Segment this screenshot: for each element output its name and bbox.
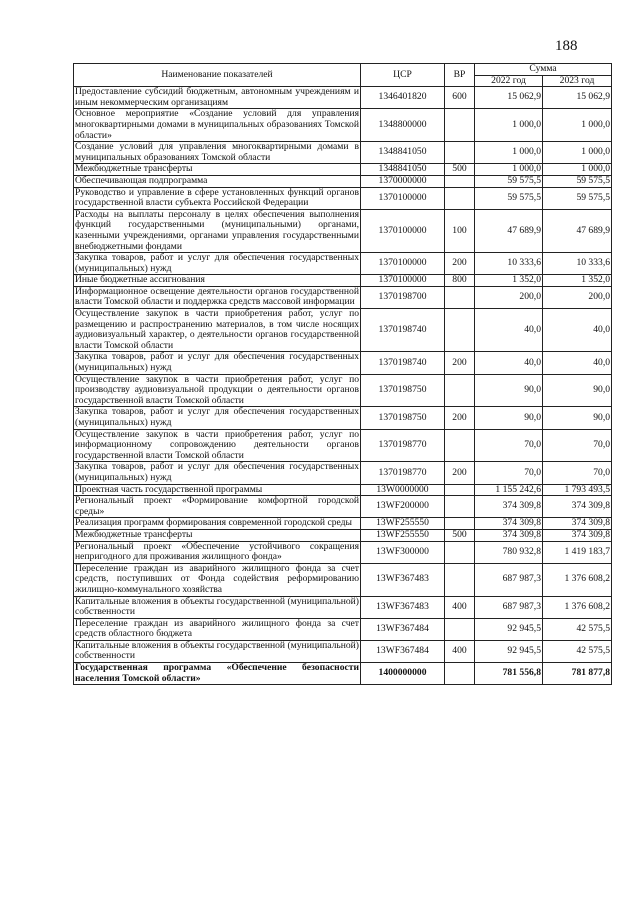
row-sum-2023-cell: 59 575,5	[543, 175, 612, 187]
row-csr-cell: 1370198740	[361, 309, 445, 352]
row-csr-cell: 1370198740	[361, 352, 445, 374]
row-name-cell: Проектная часть государственной программы	[74, 484, 361, 496]
row-csr-cell: 1370198700	[361, 286, 445, 308]
row-vr-cell	[445, 484, 475, 496]
row-csr-cell: 13WF367483	[361, 596, 445, 618]
row-name-cell: Межбюджетные трансферты	[74, 529, 361, 541]
row-csr-cell: 1370100000	[361, 275, 445, 287]
table-row	[74, 175, 612, 187]
row-csr-cell: 13WF367484	[361, 618, 445, 640]
table-row	[74, 164, 612, 176]
table-row	[74, 663, 612, 685]
row-sum-2023-cell: 10 333,6	[543, 253, 612, 275]
row-name-cell: Основное мероприятие «Создание условий для управления многоквартирными домами в муниципальных образованиях Томской области»	[75, 108, 359, 141]
row-sum-2023-cell: 200,0	[543, 286, 612, 308]
row-sum-2023-cell: 40,0	[543, 309, 612, 352]
row-sum-2022-cell: 687 987,3	[475, 596, 543, 618]
table-row	[74, 484, 612, 496]
row-sum-2022-cell: 687 987,3	[475, 563, 543, 596]
row-sum-2022-cell: 92 945,5	[475, 640, 543, 662]
table-row	[74, 563, 612, 596]
header-vr: ВР	[445, 64, 475, 87]
row-sum-2023-cell: 90,0	[543, 374, 612, 407]
table-body	[74, 87, 612, 685]
row-name-cell: Осуществление закупок в части приобретения работ, услуг по размещению и распространению материалов, в том числе носящих аудиовизуальный характер, о деятельности органов государственной власти Томской области	[75, 308, 359, 351]
row-vr-cell: 400	[445, 596, 475, 618]
row-name-cell: Осуществление закупок в части приобретения работ, услуг по информационному сопровождению деятельности органов государственной власти Томской области	[75, 428, 359, 461]
row-sum-2022-cell: 1 352,0	[475, 275, 543, 287]
row-csr-cell: 1370000000	[361, 175, 445, 187]
table-row	[74, 87, 612, 109]
table-row	[74, 407, 612, 429]
row-vr-cell	[445, 663, 475, 685]
row-sum-2022-cell: 40,0	[475, 309, 543, 352]
table-header	[74, 64, 612, 87]
row-sum-2022-cell: 70,0	[475, 429, 543, 462]
row-csr-cell: 13W0000000	[361, 484, 445, 496]
row-csr-cell: 1370100000	[361, 187, 445, 209]
row-vr-cell: 500	[445, 529, 475, 541]
row-sum-2023-cell: 90,0	[543, 407, 612, 429]
row-vr-cell	[445, 429, 475, 462]
row-vr-cell: 600	[445, 87, 475, 109]
row-sum-2023-cell: 374 309,8	[543, 518, 612, 530]
row-sum-2023-cell: 781 877,8	[543, 663, 612, 685]
row-sum-2022-cell: 374 309,8	[475, 518, 543, 530]
row-sum-2022-cell: 1 000,0	[475, 142, 543, 164]
row-sum-2022-cell: 59 575,5	[475, 187, 543, 209]
row-csr-cell: 1348800000	[361, 109, 445, 142]
row-sum-2023-cell: 374 309,8	[543, 529, 612, 541]
row-sum-2023-cell: 47 689,9	[543, 209, 612, 252]
row-name-cell: Осуществление закупок в части приобретения работ, услуг по производству аудиовизуальной продукции о деятельности органов государственной власти Томской области	[75, 373, 359, 406]
row-vr-cell	[445, 541, 475, 563]
row-name-cell: Закупка товаров, работ и услуг для обеспечения государственных (муниципальных) нужд	[75, 351, 359, 374]
table-row	[74, 275, 612, 287]
row-sum-2023-cell: 42 575,5	[543, 618, 612, 640]
row-sum-2023-cell: 70,0	[543, 462, 612, 484]
row-sum-2023-cell: 15 062,9	[543, 87, 612, 109]
row-sum-2022-cell: 1 155 242,6	[475, 484, 543, 496]
row-csr-cell: 1400000000	[361, 663, 445, 685]
header-name: Наименование показателей	[74, 64, 361, 87]
row-vr-cell: 800	[445, 275, 475, 287]
table-row	[74, 496, 612, 518]
row-sum-2022-cell: 47 689,9	[475, 209, 543, 252]
header-sum: Сумма	[475, 64, 612, 76]
row-vr-cell: 200	[445, 352, 475, 374]
row-name-cell: Капитальные вложения в объекты государственной (муниципальной) собственности	[75, 595, 359, 618]
row-vr-cell	[445, 175, 475, 187]
row-sum-2023-cell: 59 575,5	[543, 187, 612, 209]
row-csr-cell: 13WF255550	[361, 518, 445, 530]
row-csr-cell: 1370198770	[361, 429, 445, 462]
row-csr-cell: 13WF255550	[361, 529, 445, 541]
row-csr-cell: 13WF300000	[361, 541, 445, 563]
row-sum-2022-cell: 374 309,8	[475, 529, 543, 541]
row-sum-2023-cell: 1 376 608,2	[543, 563, 612, 596]
row-sum-2023-cell: 1 000,0	[543, 164, 612, 176]
table-row	[74, 286, 612, 308]
row-sum-2023-cell: 1 793 493,5	[543, 484, 612, 496]
row-vr-cell	[445, 618, 475, 640]
row-sum-2023-cell: 374 309,8	[543, 496, 612, 518]
row-sum-2022-cell: 1 000,0	[475, 109, 543, 142]
row-name-cell: Обеспечивающая подпрограмма	[74, 175, 361, 187]
row-name-cell: Предоставление субсидий бюджетным, автономным учреждениям и иным некоммерческим организациям	[75, 86, 359, 108]
row-sum-2022-cell: 1 000,0	[475, 164, 543, 176]
row-sum-2023-cell: 1 419 183,7	[543, 541, 612, 563]
row-name-cell: Создание условий для управления многоквартирными домами в муниципальных образованиях Томской области	[75, 141, 359, 163]
row-csr-cell: 1348841050	[361, 142, 445, 164]
row-name-cell: Реализация программ формирования современной городской среды	[74, 518, 361, 530]
row-name-cell: Межбюджетные трансферты	[74, 164, 361, 176]
row-vr-cell: 400	[445, 640, 475, 662]
header-csr: ЦСР	[361, 64, 445, 87]
row-name-cell: Руководство и управление в сфере установленных функций органов государственной власти субъекта Российской Федерации	[75, 186, 359, 209]
table-row	[74, 518, 612, 530]
row-name-cell: Государственная программа «Обеспечение безопасности населения Томской области»	[75, 662, 359, 684]
row-sum-2023-cell: 1 000,0	[543, 142, 612, 164]
row-vr-cell	[445, 309, 475, 352]
row-vr-cell: 500	[445, 164, 475, 176]
row-vr-cell	[445, 563, 475, 596]
table-row	[74, 529, 612, 541]
row-name-cell: Закупка товаров, работ и услуг для обеспечения государственных (муниципальных) нужд	[75, 406, 359, 428]
row-name-cell: Информационное освещение деятельности органов государственной власти Томской области и поддержка средств массовой информации	[75, 285, 359, 308]
page-number: 188	[555, 38, 578, 54]
row-csr-cell: 1370198750	[361, 374, 445, 407]
row-sum-2023-cell: 40,0	[543, 352, 612, 374]
table-row	[74, 374, 612, 407]
table-row	[74, 142, 612, 164]
row-sum-2022-cell: 780 932,8	[475, 541, 543, 563]
row-name-cell: Региональный проект «Формирование комфортной городской среды»	[75, 495, 359, 517]
row-sum-2023-cell: 42 575,5	[543, 640, 612, 662]
table-row	[74, 541, 612, 563]
table-row	[74, 352, 612, 374]
row-sum-2022-cell: 40,0	[475, 352, 543, 374]
row-name-cell: Региональный проект «Обеспечение устойчивого сокращения непригодного для проживания жилищного фонда»	[75, 540, 359, 563]
row-sum-2022-cell: 781 556,8	[475, 663, 543, 685]
row-name-cell: Закупка товаров, работ и услуг для обеспечения государственных (муниципальных) нужд	[75, 252, 359, 274]
row-sum-2022-cell: 70,0	[475, 462, 543, 484]
table-row	[74, 209, 612, 252]
row-name-cell: Переселение граждан из аварийного жилищного фонда за счет средств, поступивших от Фонда содействия реформированию жилищно-коммунального хозяйства	[75, 562, 359, 595]
row-name-cell: Закупка товаров, работ и услуг для обеспечения государственных (муниципальных) нужд	[75, 461, 359, 483]
row-vr-cell	[445, 109, 475, 142]
table-row	[74, 253, 612, 275]
row-csr-cell: 1370198770	[361, 462, 445, 484]
row-csr-cell: 1346401820	[361, 87, 445, 109]
table-row	[74, 429, 612, 462]
row-name-cell: Капитальные вложения в объекты государственной (муниципальной) собственности	[75, 639, 359, 662]
table-row	[74, 309, 612, 352]
table-row	[74, 596, 612, 618]
row-sum-2022-cell: 90,0	[475, 407, 543, 429]
row-csr-cell: 1348841050	[361, 164, 445, 176]
header-year-2023: 2023 год	[543, 75, 612, 87]
row-sum-2023-cell: 1 376 608,2	[543, 596, 612, 618]
row-vr-cell: 100	[445, 209, 475, 252]
row-name-cell: Расходы на выплаты персоналу в целях обеспечения выполнения функций государственными (муниципальными) органами, казенными учреждениями, органами управления государственными внебюджетными фондами	[75, 208, 359, 252]
row-csr-cell: 1370100000	[361, 209, 445, 252]
row-csr-cell: 13WF200000	[361, 496, 445, 518]
row-vr-cell: 200	[445, 462, 475, 484]
row-csr-cell: 13WF367483	[361, 563, 445, 596]
header-year-2022: 2022 год	[475, 75, 543, 87]
row-vr-cell	[445, 187, 475, 209]
row-csr-cell: 1370198750	[361, 407, 445, 429]
row-vr-cell	[445, 374, 475, 407]
row-sum-2022-cell: 374 309,8	[475, 496, 543, 518]
table-row	[74, 640, 612, 662]
row-sum-2022-cell: 200,0	[475, 286, 543, 308]
row-sum-2023-cell: 1 352,0	[543, 275, 612, 287]
row-sum-2022-cell: 92 945,5	[475, 618, 543, 640]
row-name-cell: Иные бюджетные ассигнования	[74, 275, 361, 287]
row-name-cell: Переселение граждан из аварийного жилищного фонда за счет средств областного бюджета	[75, 617, 359, 640]
row-vr-cell: 200	[445, 253, 475, 275]
row-sum-2023-cell: 70,0	[543, 429, 612, 462]
row-vr-cell	[445, 286, 475, 308]
row-vr-cell	[445, 496, 475, 518]
row-sum-2023-cell: 1 000,0	[543, 109, 612, 142]
table-row	[74, 109, 612, 142]
row-sum-2022-cell: 90,0	[475, 374, 543, 407]
row-sum-2022-cell: 59 575,5	[475, 175, 543, 187]
table-row	[74, 187, 612, 209]
table-row	[74, 618, 612, 640]
row-sum-2022-cell: 10 333,6	[475, 253, 543, 275]
table-row	[74, 462, 612, 484]
row-vr-cell: 200	[445, 407, 475, 429]
row-csr-cell: 13WF367484	[361, 640, 445, 662]
row-csr-cell: 1370100000	[361, 253, 445, 275]
row-sum-2022-cell: 15 062,9	[475, 87, 543, 109]
budget-table	[73, 63, 612, 685]
row-vr-cell	[445, 142, 475, 164]
row-vr-cell	[445, 518, 475, 530]
